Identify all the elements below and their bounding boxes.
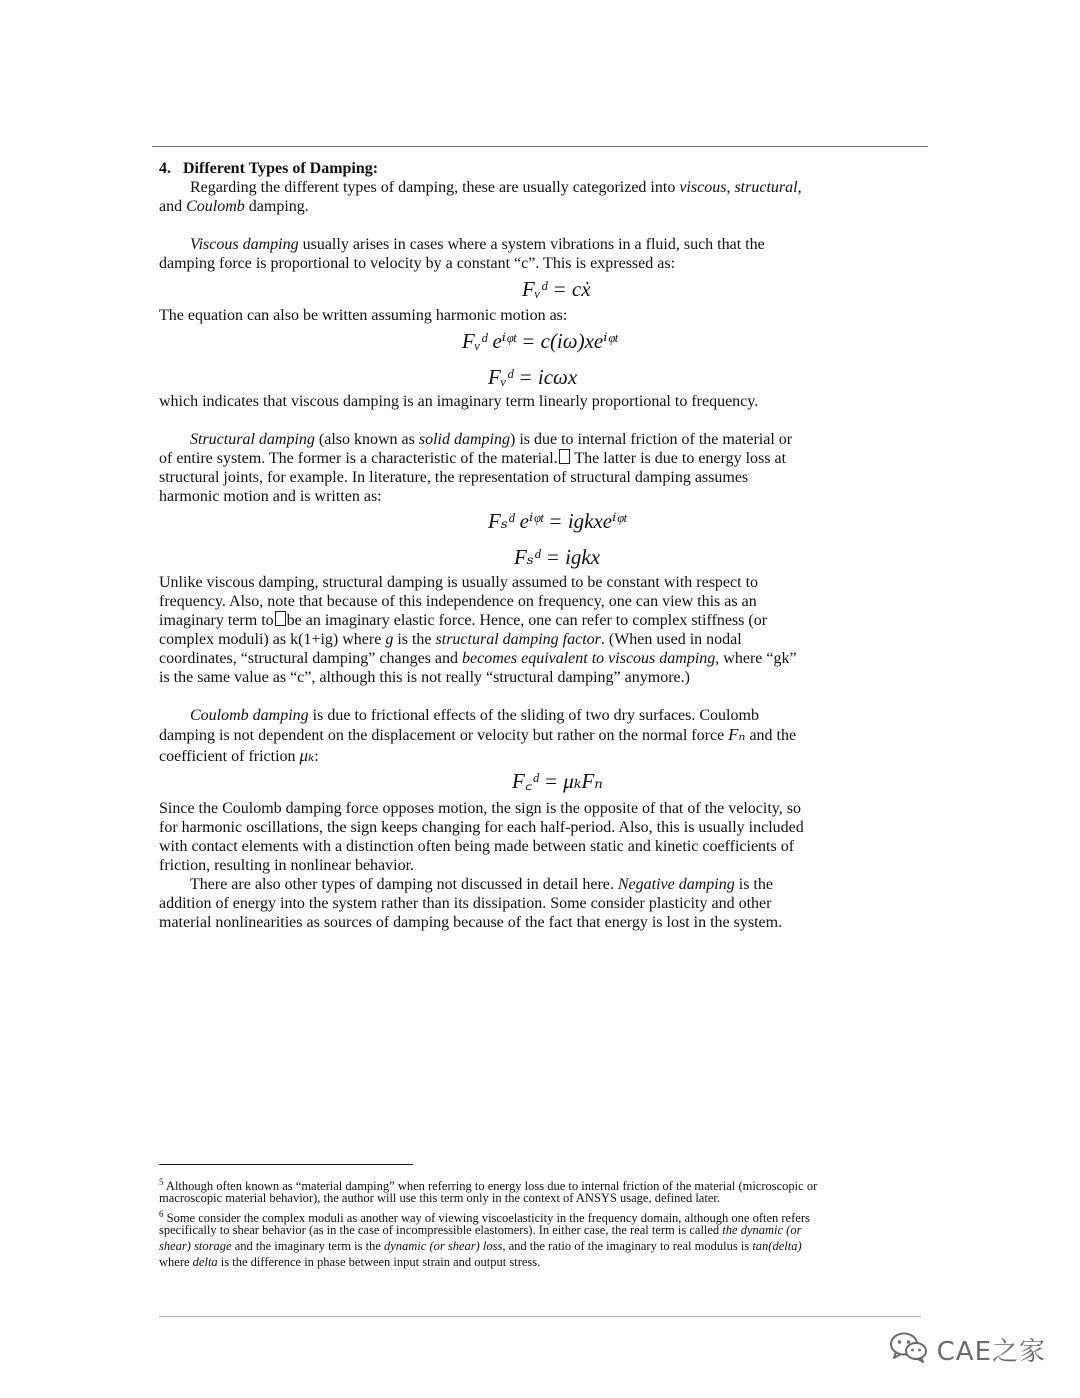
term-solid-damping: solid damping [418,431,510,448]
term-structural: structural [734,179,798,196]
paragraph-text: coordinates, “structural damping” changes and [159,650,462,667]
equation-viscous-1: Fᵥᵈ = cẋ [522,277,591,301]
structural-line-9 [159,649,797,668]
watermark [889,1331,1046,1368]
footnote-text: Although often known as “material damping” when referring to energy loss due to internal friction of the material (microscopic or [163,1179,818,1194]
term-viscous-damping: Viscous damping [190,236,299,253]
term-coulomb-damping: Coulomb damping [190,707,309,724]
section-title: Different Types of Damping: [183,160,379,177]
paragraph-text: . (When used in nodal [600,631,742,648]
paragraph-text: The latter is due to energy loss at [570,450,787,467]
intro-text: and [159,198,187,215]
watermark-text: CAE之家 [936,1337,1046,1367]
paragraph-text: , where “gk” [715,650,797,667]
footnote-text: , and the ratio of the imaginary to real modulus is [502,1239,753,1253]
structural-line-2 [159,449,786,468]
intro-line-1 [190,178,802,197]
paragraph-text: The equation can also be written assuming harmonic motion as: [159,307,568,324]
structural-line-1 [190,430,792,449]
intro-line-2 [159,197,309,216]
paragraph-text: usually arises in cases where a system vibrations in a fluid, such that the [298,236,765,253]
paragraph-text: is the [393,631,436,648]
footnote-italic: dynamic (or shear) loss [383,1239,503,1253]
paragraph-text: damping is not dependent on the displacement or velocity but rather on the normal force [159,727,729,744]
footnote-text: specifically to shear behavior (as in the case of incompressible elastomers). In either case, the real term is called [159,1223,723,1237]
term-damping-factor: structural damping factor [435,631,601,648]
footnote-text: and the imaginary term is the [231,1239,384,1253]
coulomb-line-4 [159,799,801,818]
footnote-text: Some consider the complex moduli as another way of viewing viscoelasticity in the frequency domain, although one often refers [163,1211,810,1226]
paragraph-text: is the same value as “c”, although this is not really “structural damping” anymore.) [159,669,690,686]
footnote-italic: shear) storage [159,1239,232,1253]
symbol-normal-force: Fₙ [728,725,746,744]
paragraph-text: is the [734,876,773,893]
symbol-g: g [385,631,394,648]
paragraph-text: as k(1+ig) where [268,631,386,648]
term-structural-damping: Structural damping [190,431,315,448]
equation-viscous-2: Fᵥᵈ eⁱᵠᵗ = c(iω)xeⁱᵠᵗ [462,329,618,353]
footnote-marker-box [559,449,570,464]
paragraph-text: Unlike viscous damping, structural damping is usually assumed to be constant with respect to [159,574,759,591]
paragraph-text: for harmonic oscillations, the sign keeps changing for each half-period. Also, this is usually included [159,819,804,836]
section-heading [159,159,378,178]
footnote-marker-box [275,611,286,626]
other-line-3 [159,913,782,932]
footnote-separator [159,1164,413,1165]
footnote-text: where [159,1255,193,1269]
term-coulomb: Coulomb [186,198,245,215]
intro-text: damping. [244,198,309,215]
paragraph-text: be an imaginary elastic force. Hence, one can refer to complex stiffness (or [286,612,768,629]
footer-rule [159,1316,921,1317]
equation-structural-2: Fₛᵈ = igkx [514,545,601,569]
equation-coulomb: F꜀ᵈ = μₖFₙ [512,769,603,793]
structural-line-5 [159,573,758,592]
punct: , [797,179,802,196]
symbol-mu: μₖ [299,746,315,765]
paragraph-text: (also known as [314,431,419,448]
header-rule [152,146,928,147]
intro-text: Regarding the different types of damping, these are usually categorized into [190,179,680,196]
footnote-italic: delta [192,1255,218,1269]
paragraph-text: coefficient of friction [159,748,300,765]
viscous-line-4 [159,392,758,411]
punct: , [726,179,735,196]
paragraph-text: frequency. Also, note that because of this independence on frequency, one can view this as an [159,593,757,610]
viscous-line-2 [159,254,675,273]
structural-line-3 [159,468,748,487]
coulomb-line-5 [159,818,804,837]
footnote-6-line-3 [159,1238,802,1254]
structural-line-6 [159,592,757,611]
other-line-1 [190,875,773,894]
paragraph-text: friction, resulting in nonlinear behavior. [159,857,415,874]
term-equivalent: becomes equivalent to viscous damping [462,650,716,667]
paragraph-text: structural joints, for example. In literature, the representation of structural damping assumes [159,469,749,486]
other-line-2 [159,894,771,913]
paragraph-text: material nonlinearities as sources of damping because of the fact that energy is lost in the system. [159,914,783,931]
section-number: 4. [159,160,171,177]
structural-line-7 [159,611,767,630]
footnote-6-line-2 [159,1222,801,1238]
equation-structural-1: Fₛᵈ eⁱᵠᵗ = igkxeⁱᵠᵗ [488,509,627,533]
footnote-6-line-4 [159,1254,540,1270]
structural-line-8 [159,630,742,649]
paragraph-text: addition of energy into the system rather than its dissipation. Some consider plasticity and other [159,895,772,912]
structural-line-10 [159,668,690,687]
paragraph-text: of entire system. The former is a characteristic of the material. [159,450,558,467]
coulomb-line-6 [159,837,794,856]
paragraph-text: is due to frictional effects of the sliding of two dry surfaces. Coulomb [308,707,759,724]
structural-line-4 [159,487,382,506]
coulomb-line-2 [159,725,796,745]
footnote-text: is the difference in phase between input strain and output stress. [217,1255,541,1269]
footnote-number: 5 [159,1177,164,1187]
viscous-line-3 [159,306,567,325]
paragraph-text: ) is due to internal friction of the material or [510,431,793,448]
paragraph-text: with contact elements with a distinction often being made between static and kinetic coefficients of [159,838,795,855]
viscous-line-1 [190,235,765,254]
footnote-number: 6 [159,1209,164,1219]
coulomb-line-1 [190,706,759,725]
term-negative-damping: Negative damping [617,876,735,893]
paragraph-text: harmonic motion and is written as: [159,488,382,505]
equation-viscous-3: Fᵥᵈ = icωx [488,365,578,389]
paragraph-text: and the [745,727,797,744]
footnote-italic: the dynamic (or [722,1223,802,1237]
term-viscous: viscous [679,179,727,196]
footnote-italic: tan(delta) [752,1239,802,1253]
footnote-5-line-2 [159,1190,720,1206]
coulomb-line-3 [159,746,319,766]
paragraph-text: imaginary term to [159,612,274,629]
wechat-icon [889,1331,929,1368]
paragraph-text: Since the Coulomb damping force opposes motion, the sign is the opposite of that of the velocity, so [159,800,801,817]
paragraph-text: There are also other types of damping not discussed in detail here. [190,876,618,893]
paragraph-text: complex moduli) [159,631,269,648]
footnote-text: macroscopic material behavior), the author will use this term only in the context of ANSYS usage, defined later. [159,1191,720,1205]
coulomb-line-7 [159,856,414,875]
paragraph-text: : [314,748,319,765]
paragraph-text: damping force is proportional to velocity by a constant “c”. This is expressed as: [159,255,676,272]
paragraph-text: which indicates that viscous damping is an imaginary term linearly proportional to frequency. [159,393,759,410]
